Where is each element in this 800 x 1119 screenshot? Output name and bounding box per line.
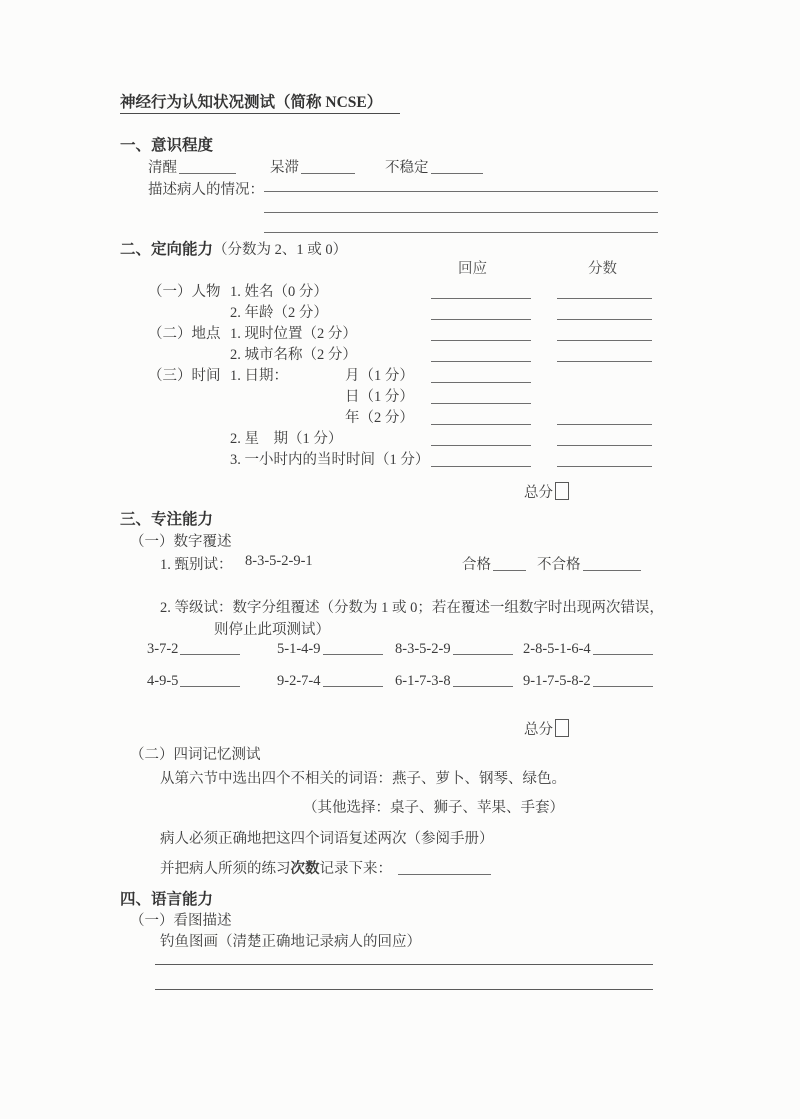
pass-label: 合格 [462,557,491,573]
digit-span-cell [523,641,653,658]
orientation-row [0,301,800,322]
consciousness-option-unstable [385,156,483,177]
response-line [431,319,531,320]
digit-blank-line [180,653,240,655]
total-score-label: 总分 [524,485,553,501]
orientation-row [0,427,800,448]
digit-span-cell [395,641,513,658]
score-line [557,361,652,362]
item-label: 年（2 分） [345,410,414,426]
record-blank-line [398,873,491,875]
digit-blank-line [593,653,653,655]
score-line [557,298,652,299]
score-line [557,340,652,341]
orientation-row [0,280,800,301]
unstable-blank-line [431,172,483,174]
digit-blank-line [593,685,653,687]
section2-heading [120,237,347,259]
section1-heading: 一、意识程度 [120,137,214,154]
fail-label: 不合格 [537,557,581,573]
language-answer-line-1 [155,964,653,965]
digit-sequence: 8-3-5-2-9 [395,641,451,657]
describe-patient-label: 描述病人的情况： [148,182,264,198]
response-line [431,298,531,299]
score-line [557,319,652,320]
grade-test-instruction-line2: 则停止此项测试） [214,622,330,638]
digit-blank-line [453,685,513,687]
record-label-pre: 并把病人所须的练习 [160,861,291,877]
describe-answer-line-3 [264,232,658,233]
alert-blank-line [179,172,236,174]
digit-span-cell [277,673,383,690]
digit-blank-line [180,685,240,687]
consciousness-option-alert [148,156,236,177]
digit-blank-line [323,685,383,687]
word-memory-record-field [160,857,491,878]
section2-heading-note: （分数为 2、1 或 0） [213,242,348,258]
consciousness-option-lethargic [270,156,355,177]
pass-field [462,553,526,574]
digit-sequence: 2-8-5-1-6-4 [523,641,591,657]
score-line [557,466,652,467]
item-label: 3. 一小时内的当时时间（1 分） [230,452,430,468]
orientation-row [0,406,800,427]
fishing-picture-note: 钓鱼图画（清楚正确地记录病人的回应） [160,934,421,950]
orientation-table [0,280,800,469]
section2-heading-text: 二、定向能力 [120,241,214,258]
record-label-post: 记录下来： [319,861,392,877]
total-score-box [555,482,569,500]
unstable-label: 不稳定 [385,160,429,176]
orientation-row [0,343,800,364]
digit-span-cell [395,673,513,690]
section3-heading: 三、专注能力 [120,511,214,528]
digit-repetition-label: （一）数字覆述 [130,534,232,550]
describe-answer-line-1 [264,191,658,192]
section4-heading: 四、语言能力 [120,891,214,908]
orientation-row [0,364,800,385]
column-header-score: 分数 [588,261,617,277]
digit-sequence: 5-1-4-9 [277,641,321,657]
item-label: 1. 姓名（0 分） [230,284,328,300]
fail-field [537,553,641,574]
word-memory-repeat-note: 病人必须正确地把这四个词语复述两次（参阅手册） [160,831,494,847]
group-label: （三）时间 [148,368,221,384]
item-label: 日（1 分） [345,389,414,405]
pass-blank-line [493,569,526,571]
lethargic-label: 呆滞 [270,160,299,176]
language-answer-line-2 [155,989,653,990]
page-title-text: 神经行为认知状况测试（简称 NCSE） [120,94,400,114]
total-score-label: 总分 [524,722,553,738]
word-memory-instruction: 从第六节中选出四个不相关的词语：燕子、萝卜、钢琴、绿色。 [160,771,566,787]
record-label-bold: 次数 [290,861,320,877]
group-label: （一）人物 [148,284,221,300]
page-title [120,90,400,112]
digit-sequence: 6-1-7-3-8 [395,673,451,689]
digit-span-cell [147,641,240,658]
digit-span-cell [523,673,653,690]
response-line [431,361,531,362]
describe-answer-line-2 [264,212,658,213]
item-label: 2. 年龄（2 分） [230,305,328,321]
response-line [431,424,531,425]
orientation-row [0,448,800,469]
lethargic-blank-line [301,172,355,174]
orientation-row [0,322,800,343]
picture-description-label: （一）看图描述 [130,913,232,929]
response-line [431,403,531,404]
alert-label: 清醒 [148,160,177,176]
word-memory-label: （二）四词记忆测试 [130,747,261,763]
screening-test-label: 1. 甄别试： [160,557,233,573]
digit-blank-line [453,653,513,655]
digit-sequence: 4-9-5 [147,673,179,689]
response-line [431,445,531,446]
item-label: 1. 现时位置（2 分） [230,326,357,342]
total-score-box [555,719,569,737]
item-sublabel: 月（1 分） [345,368,414,384]
orientation-row [0,385,800,406]
orientation-total-score [524,481,569,502]
fail-blank-line [583,569,641,571]
column-header-response: 回应 [458,261,487,277]
digit-blank-line [323,653,383,655]
response-line [431,466,531,467]
item-label: 2. 星 期（1 分） [230,431,343,447]
score-line [557,445,652,446]
screening-test-digits: 8-3-5-2-9-1 [245,553,313,569]
item-label: 2. 城市名称（2 分） [230,347,357,363]
word-memory-alternatives: （其他选择：桌子、狮子、苹果、手套） [303,800,564,816]
digit-span-cell [277,641,383,658]
digit-sequence: 3-7-2 [147,641,179,657]
response-line [431,340,531,341]
score-line [557,424,652,425]
group-label: （二）地点 [148,326,221,342]
item-label: 1. 日期： [230,368,288,384]
response-line [431,382,531,383]
digit-sequence: 9-2-7-4 [277,673,321,689]
attention-total-score [524,718,569,739]
digit-span-cell [147,673,240,690]
grade-test-instruction-line1: 2. 等级试：数字分组覆述（分数为 1 或 0；若在覆述一组数字时出现两次错误， [160,600,664,616]
digit-sequence: 9-1-7-5-8-2 [523,673,591,689]
